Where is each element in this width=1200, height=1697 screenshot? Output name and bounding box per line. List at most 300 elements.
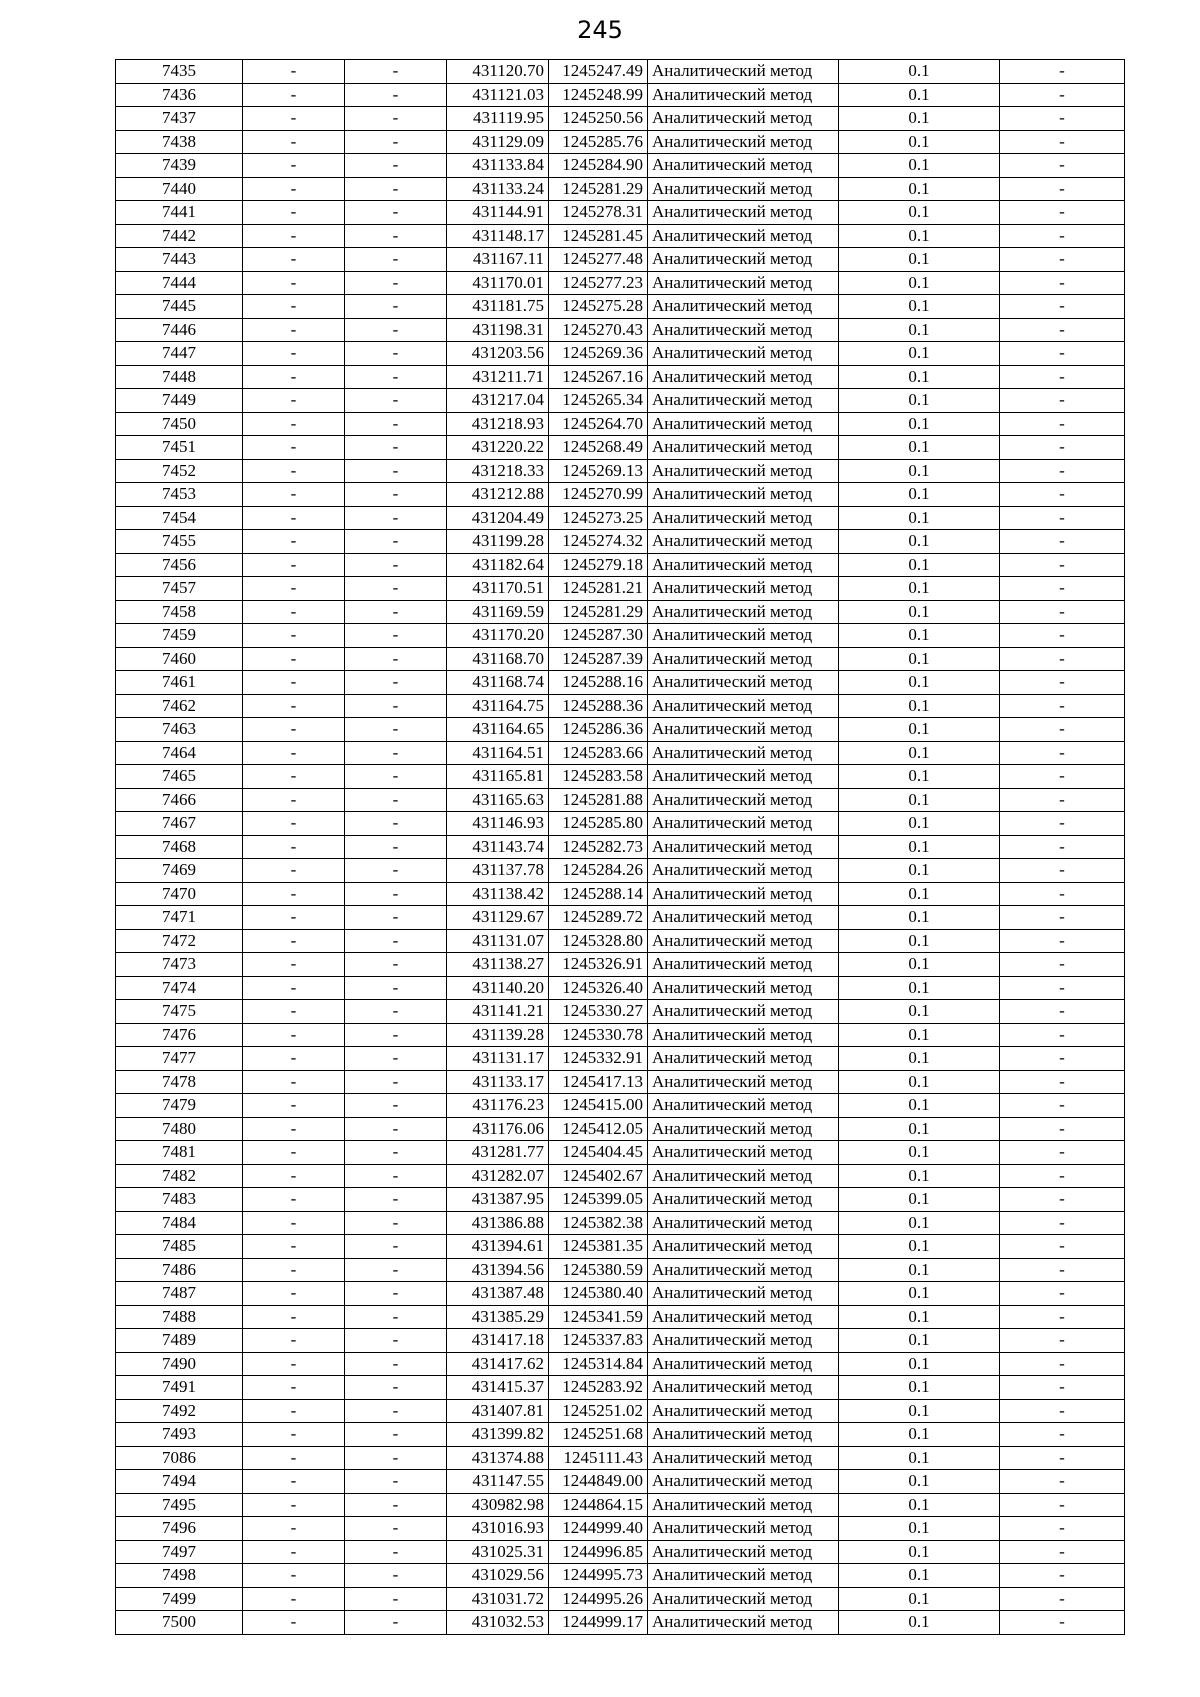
- x-coordinate-cell: 431032.53: [447, 1611, 549, 1635]
- table-row: [116, 201, 1125, 225]
- col3-cell: -: [345, 1282, 447, 1306]
- table-row: [116, 741, 1125, 765]
- col3-cell: -: [345, 1070, 447, 1094]
- col8-cell: -: [1000, 976, 1125, 1000]
- col2-cell: -: [243, 1117, 345, 1141]
- accuracy-cell: 0.1: [839, 1047, 1000, 1071]
- col8-cell: -: [1000, 1164, 1125, 1188]
- col3-cell: -: [345, 1164, 447, 1188]
- x-coordinate-cell: 431029.56: [447, 1564, 549, 1588]
- col2-cell: -: [243, 130, 345, 154]
- point-number-cell: 7443: [116, 248, 243, 272]
- point-number-cell: 7465: [116, 765, 243, 789]
- table-row: [116, 483, 1125, 507]
- col3-cell: -: [345, 812, 447, 836]
- y-coordinate-cell: 1245273.25: [549, 506, 648, 530]
- table-row: [116, 577, 1125, 601]
- method-cell: Аналитический метод: [648, 1211, 839, 1235]
- point-number-cell: 7454: [116, 506, 243, 530]
- col3-cell: -: [345, 483, 447, 507]
- x-coordinate-cell: 431386.88: [447, 1211, 549, 1235]
- y-coordinate-cell: 1245314.84: [549, 1352, 648, 1376]
- col8-cell: -: [1000, 1117, 1125, 1141]
- accuracy-cell: 0.1: [839, 1258, 1000, 1282]
- x-coordinate-cell: 431217.04: [447, 389, 549, 413]
- col3-cell: -: [345, 224, 447, 248]
- col3-cell: -: [345, 271, 447, 295]
- accuracy-cell: 0.1: [839, 1211, 1000, 1235]
- x-coordinate-cell: 431025.31: [447, 1540, 549, 1564]
- col2-cell: -: [243, 1611, 345, 1635]
- col8-cell: -: [1000, 436, 1125, 460]
- method-cell: Аналитический метод: [648, 1329, 839, 1353]
- col8-cell: -: [1000, 953, 1125, 977]
- point-number-cell: 7451: [116, 436, 243, 460]
- col2-cell: -: [243, 812, 345, 836]
- point-number-cell: 7496: [116, 1517, 243, 1541]
- method-cell: Аналитический метод: [648, 295, 839, 319]
- method-cell: Аналитический метод: [648, 953, 839, 977]
- method-cell: Аналитический метод: [648, 107, 839, 131]
- table-row: [116, 765, 1125, 789]
- point-number-cell: 7485: [116, 1235, 243, 1259]
- y-coordinate-cell: 1245247.49: [549, 60, 648, 84]
- col8-cell: -: [1000, 1564, 1125, 1588]
- point-number-cell: 7486: [116, 1258, 243, 1282]
- col8-cell: -: [1000, 177, 1125, 201]
- method-cell: Аналитический метод: [648, 1070, 839, 1094]
- col8-cell: -: [1000, 1047, 1125, 1071]
- col2-cell: -: [243, 718, 345, 742]
- col2-cell: -: [243, 1493, 345, 1517]
- col2-cell: -: [243, 1023, 345, 1047]
- point-number-cell: 7469: [116, 859, 243, 883]
- col3-cell: -: [345, 1517, 447, 1541]
- col2-cell: -: [243, 906, 345, 930]
- col2-cell: -: [243, 600, 345, 624]
- col8-cell: -: [1000, 906, 1125, 930]
- y-coordinate-cell: 1245281.21: [549, 577, 648, 601]
- method-cell: Аналитический метод: [648, 1493, 839, 1517]
- col3-cell: -: [345, 107, 447, 131]
- col2-cell: -: [243, 1305, 345, 1329]
- method-cell: Аналитический метод: [648, 577, 839, 601]
- table-row: [116, 107, 1125, 131]
- col8-cell: -: [1000, 412, 1125, 436]
- col2-cell: -: [243, 1517, 345, 1541]
- col2-cell: -: [243, 1070, 345, 1094]
- x-coordinate-cell: 431417.62: [447, 1352, 549, 1376]
- col3-cell: -: [345, 1352, 447, 1376]
- x-coordinate-cell: 431199.28: [447, 530, 549, 554]
- x-coordinate-cell: 431131.07: [447, 929, 549, 953]
- accuracy-cell: 0.1: [839, 671, 1000, 695]
- x-coordinate-cell: 431164.65: [447, 718, 549, 742]
- table-row: [116, 506, 1125, 530]
- x-coordinate-cell: 431394.61: [447, 1235, 549, 1259]
- col2-cell: -: [243, 459, 345, 483]
- point-number-cell: 7497: [116, 1540, 243, 1564]
- x-coordinate-cell: 431167.11: [447, 248, 549, 272]
- point-number-cell: 7477: [116, 1047, 243, 1071]
- table-row: [116, 1235, 1125, 1259]
- method-cell: Аналитический метод: [648, 483, 839, 507]
- col8-cell: -: [1000, 812, 1125, 836]
- point-number-cell: 7499: [116, 1587, 243, 1611]
- method-cell: Аналитический метод: [648, 224, 839, 248]
- table-row: [116, 694, 1125, 718]
- col3-cell: -: [345, 1329, 447, 1353]
- col3-cell: -: [345, 953, 447, 977]
- col3-cell: -: [345, 1188, 447, 1212]
- x-coordinate-cell: 431387.48: [447, 1282, 549, 1306]
- accuracy-cell: 0.1: [839, 342, 1000, 366]
- point-number-cell: 7086: [116, 1446, 243, 1470]
- x-coordinate-cell: 431146.93: [447, 812, 549, 836]
- accuracy-cell: 0.1: [839, 177, 1000, 201]
- page-number: 245: [577, 16, 623, 44]
- table-row: [116, 83, 1125, 107]
- accuracy-cell: 0.1: [839, 859, 1000, 883]
- table-row: [116, 1094, 1125, 1118]
- method-cell: Аналитический метод: [648, 1258, 839, 1282]
- point-number-cell: 7463: [116, 718, 243, 742]
- x-coordinate-cell: 431031.72: [447, 1587, 549, 1611]
- y-coordinate-cell: 1245251.02: [549, 1399, 648, 1423]
- accuracy-cell: 0.1: [839, 953, 1000, 977]
- col3-cell: -: [345, 342, 447, 366]
- col8-cell: -: [1000, 882, 1125, 906]
- table-row: [116, 530, 1125, 554]
- point-number-cell: 7442: [116, 224, 243, 248]
- col3-cell: -: [345, 530, 447, 554]
- method-cell: Аналитический метод: [648, 1282, 839, 1306]
- col2-cell: -: [243, 1376, 345, 1400]
- col2-cell: -: [243, 835, 345, 859]
- table-row: [116, 1117, 1125, 1141]
- col8-cell: -: [1000, 1023, 1125, 1047]
- accuracy-cell: 0.1: [839, 1023, 1000, 1047]
- col3-cell: -: [345, 1094, 447, 1118]
- coordinates-table: [115, 59, 1125, 1635]
- col3-cell: -: [345, 1141, 447, 1165]
- table-row: [116, 1211, 1125, 1235]
- col3-cell: -: [345, 835, 447, 859]
- col3-cell: -: [345, 1023, 447, 1047]
- y-coordinate-cell: 1245111.43: [549, 1446, 648, 1470]
- table-row: [116, 60, 1125, 84]
- col3-cell: -: [345, 1399, 447, 1423]
- y-coordinate-cell: 1245283.92: [549, 1376, 648, 1400]
- y-coordinate-cell: 1245285.80: [549, 812, 648, 836]
- x-coordinate-cell: 431387.95: [447, 1188, 549, 1212]
- col8-cell: -: [1000, 859, 1125, 883]
- accuracy-cell: 0.1: [839, 1399, 1000, 1423]
- point-number-cell: 7470: [116, 882, 243, 906]
- point-number-cell: 7473: [116, 953, 243, 977]
- col8-cell: -: [1000, 1211, 1125, 1235]
- col8-cell: -: [1000, 459, 1125, 483]
- col2-cell: -: [243, 342, 345, 366]
- x-coordinate-cell: 431138.42: [447, 882, 549, 906]
- point-number-cell: 7452: [116, 459, 243, 483]
- method-cell: Аналитический метод: [648, 1564, 839, 1588]
- point-number-cell: 7458: [116, 600, 243, 624]
- y-coordinate-cell: 1244999.40: [549, 1517, 648, 1541]
- point-number-cell: 7474: [116, 976, 243, 1000]
- y-coordinate-cell: 1245328.80: [549, 929, 648, 953]
- x-coordinate-cell: 431141.21: [447, 1000, 549, 1024]
- col8-cell: -: [1000, 765, 1125, 789]
- col2-cell: -: [243, 1399, 345, 1423]
- x-coordinate-cell: 431133.84: [447, 154, 549, 178]
- col2-cell: -: [243, 1282, 345, 1306]
- col3-cell: -: [345, 459, 447, 483]
- table-row: [116, 1000, 1125, 1024]
- x-coordinate-cell: 431168.70: [447, 647, 549, 671]
- x-coordinate-cell: 431399.82: [447, 1423, 549, 1447]
- method-cell: Аналитический метод: [648, 741, 839, 765]
- y-coordinate-cell: 1245281.29: [549, 600, 648, 624]
- table-row: [116, 953, 1125, 977]
- accuracy-cell: 0.1: [839, 154, 1000, 178]
- y-coordinate-cell: 1245288.14: [549, 882, 648, 906]
- accuracy-cell: 0.1: [839, 624, 1000, 648]
- col3-cell: -: [345, 1235, 447, 1259]
- point-number-cell: 7493: [116, 1423, 243, 1447]
- col8-cell: -: [1000, 694, 1125, 718]
- point-number-cell: 7481: [116, 1141, 243, 1165]
- method-cell: Аналитический метод: [648, 929, 839, 953]
- y-coordinate-cell: 1245281.45: [549, 224, 648, 248]
- y-coordinate-cell: 1245284.90: [549, 154, 648, 178]
- col2-cell: -: [243, 859, 345, 883]
- point-number-cell: 7472: [116, 929, 243, 953]
- point-number-cell: 7471: [116, 906, 243, 930]
- accuracy-cell: 0.1: [839, 1587, 1000, 1611]
- y-coordinate-cell: 1245278.31: [549, 201, 648, 225]
- col3-cell: -: [345, 1117, 447, 1141]
- x-coordinate-cell: 431407.81: [447, 1399, 549, 1423]
- table-body: [116, 60, 1125, 1635]
- col8-cell: -: [1000, 530, 1125, 554]
- accuracy-cell: 0.1: [839, 1352, 1000, 1376]
- col3-cell: -: [345, 859, 447, 883]
- col3-cell: -: [345, 1611, 447, 1635]
- col3-cell: -: [345, 788, 447, 812]
- accuracy-cell: 0.1: [839, 1094, 1000, 1118]
- col3-cell: -: [345, 201, 447, 225]
- y-coordinate-cell: 1245275.28: [549, 295, 648, 319]
- col3-cell: -: [345, 177, 447, 201]
- x-coordinate-cell: 431168.74: [447, 671, 549, 695]
- accuracy-cell: 0.1: [839, 107, 1000, 131]
- x-coordinate-cell: 430982.98: [447, 1493, 549, 1517]
- method-cell: Аналитический метод: [648, 882, 839, 906]
- method-cell: Аналитический метод: [648, 530, 839, 554]
- point-number-cell: 7476: [116, 1023, 243, 1047]
- col2-cell: -: [243, 1352, 345, 1376]
- y-coordinate-cell: 1245268.49: [549, 436, 648, 460]
- col3-cell: -: [345, 765, 447, 789]
- accuracy-cell: 0.1: [839, 436, 1000, 460]
- col2-cell: -: [243, 177, 345, 201]
- x-coordinate-cell: 431176.23: [447, 1094, 549, 1118]
- x-coordinate-cell: 431121.03: [447, 83, 549, 107]
- method-cell: Аналитический метод: [648, 718, 839, 742]
- method-cell: Аналитический метод: [648, 788, 839, 812]
- x-coordinate-cell: 431385.29: [447, 1305, 549, 1329]
- y-coordinate-cell: 1245269.36: [549, 342, 648, 366]
- table-row: [116, 929, 1125, 953]
- table-row: [116, 1141, 1125, 1165]
- y-coordinate-cell: 1245381.35: [549, 1235, 648, 1259]
- table-row: [116, 671, 1125, 695]
- point-number-cell: 7466: [116, 788, 243, 812]
- method-cell: Аналитический метод: [648, 83, 839, 107]
- col8-cell: -: [1000, 83, 1125, 107]
- col2-cell: -: [243, 1446, 345, 1470]
- col3-cell: -: [345, 624, 447, 648]
- y-coordinate-cell: 1245283.66: [549, 741, 648, 765]
- table-row: [116, 1423, 1125, 1447]
- col8-cell: -: [1000, 1305, 1125, 1329]
- x-coordinate-cell: 431169.59: [447, 600, 549, 624]
- method-cell: Аналитический метод: [648, 365, 839, 389]
- method-cell: Аналитический метод: [648, 553, 839, 577]
- col8-cell: -: [1000, 60, 1125, 84]
- point-number-cell: 7446: [116, 318, 243, 342]
- y-coordinate-cell: 1245283.58: [549, 765, 648, 789]
- x-coordinate-cell: 431211.71: [447, 365, 549, 389]
- x-coordinate-cell: 431016.93: [447, 1517, 549, 1541]
- col2-cell: -: [243, 483, 345, 507]
- col8-cell: -: [1000, 1493, 1125, 1517]
- method-cell: Аналитический метод: [648, 412, 839, 436]
- table-row: [116, 154, 1125, 178]
- table-row: [116, 1540, 1125, 1564]
- method-cell: Аналитический метод: [648, 1611, 839, 1635]
- accuracy-cell: 0.1: [839, 553, 1000, 577]
- accuracy-cell: 0.1: [839, 1070, 1000, 1094]
- point-number-cell: 7436: [116, 83, 243, 107]
- x-coordinate-cell: 431139.28: [447, 1023, 549, 1047]
- col3-cell: -: [345, 1587, 447, 1611]
- y-coordinate-cell: 1245382.38: [549, 1211, 648, 1235]
- col8-cell: -: [1000, 1540, 1125, 1564]
- point-number-cell: 7487: [116, 1282, 243, 1306]
- col3-cell: -: [345, 318, 447, 342]
- col2-cell: -: [243, 1000, 345, 1024]
- y-coordinate-cell: 1245341.59: [549, 1305, 648, 1329]
- x-coordinate-cell: 431170.01: [447, 271, 549, 295]
- method-cell: Аналитический метод: [648, 1235, 839, 1259]
- table-row: [116, 600, 1125, 624]
- method-cell: Аналитический метод: [648, 1517, 839, 1541]
- point-number-cell: 7484: [116, 1211, 243, 1235]
- method-cell: Аналитический метод: [648, 1141, 839, 1165]
- col2-cell: -: [243, 201, 345, 225]
- y-coordinate-cell: 1245251.68: [549, 1423, 648, 1447]
- y-coordinate-cell: 1245279.18: [549, 553, 648, 577]
- accuracy-cell: 0.1: [839, 741, 1000, 765]
- y-coordinate-cell: 1245326.91: [549, 953, 648, 977]
- point-number-cell: 7449: [116, 389, 243, 413]
- col2-cell: -: [243, 365, 345, 389]
- point-number-cell: 7464: [116, 741, 243, 765]
- point-number-cell: 7455: [116, 530, 243, 554]
- point-number-cell: 7450: [116, 412, 243, 436]
- y-coordinate-cell: 1245285.76: [549, 130, 648, 154]
- col2-cell: -: [243, 154, 345, 178]
- table-row: [116, 718, 1125, 742]
- y-coordinate-cell: 1244995.73: [549, 1564, 648, 1588]
- col8-cell: -: [1000, 201, 1125, 225]
- accuracy-cell: 0.1: [839, 1540, 1000, 1564]
- table-row: [116, 812, 1125, 836]
- method-cell: Аналитический метод: [648, 1117, 839, 1141]
- point-number-cell: 7482: [116, 1164, 243, 1188]
- accuracy-cell: 0.1: [839, 1329, 1000, 1353]
- col3-cell: -: [345, 1493, 447, 1517]
- col2-cell: -: [243, 107, 345, 131]
- point-number-cell: 7456: [116, 553, 243, 577]
- col8-cell: -: [1000, 1188, 1125, 1212]
- y-coordinate-cell: 1245332.91: [549, 1047, 648, 1071]
- accuracy-cell: 0.1: [839, 83, 1000, 107]
- col8-cell: -: [1000, 624, 1125, 648]
- table-row: [116, 1564, 1125, 1588]
- point-number-cell: 7437: [116, 107, 243, 131]
- table-row: [116, 859, 1125, 883]
- y-coordinate-cell: 1245264.70: [549, 412, 648, 436]
- table-row: [116, 1517, 1125, 1541]
- table-row: [116, 295, 1125, 319]
- point-number-cell: 7459: [116, 624, 243, 648]
- point-number-cell: 7467: [116, 812, 243, 836]
- table-row: [116, 1446, 1125, 1470]
- accuracy-cell: 0.1: [839, 201, 1000, 225]
- col3-cell: -: [345, 412, 447, 436]
- method-cell: Аналитический метод: [648, 976, 839, 1000]
- method-cell: Аналитический метод: [648, 1305, 839, 1329]
- table-row: [116, 342, 1125, 366]
- col8-cell: -: [1000, 1258, 1125, 1282]
- col3-cell: -: [345, 1000, 447, 1024]
- col8-cell: -: [1000, 835, 1125, 859]
- col3-cell: -: [345, 553, 447, 577]
- accuracy-cell: 0.1: [839, 647, 1000, 671]
- col8-cell: -: [1000, 1399, 1125, 1423]
- y-coordinate-cell: 1245277.48: [549, 248, 648, 272]
- y-coordinate-cell: 1245399.05: [549, 1188, 648, 1212]
- method-cell: Аналитический метод: [648, 694, 839, 718]
- table-row: [116, 1329, 1125, 1353]
- accuracy-cell: 0.1: [839, 906, 1000, 930]
- y-coordinate-cell: 1245402.67: [549, 1164, 648, 1188]
- table-row: [116, 1376, 1125, 1400]
- point-number-cell: 7439: [116, 154, 243, 178]
- y-coordinate-cell: 1245417.13: [549, 1070, 648, 1094]
- accuracy-cell: 0.1: [839, 1423, 1000, 1447]
- col3-cell: -: [345, 929, 447, 953]
- accuracy-cell: 0.1: [839, 765, 1000, 789]
- accuracy-cell: 0.1: [839, 1188, 1000, 1212]
- y-coordinate-cell: 1245269.13: [549, 459, 648, 483]
- x-coordinate-cell: 431120.70: [447, 60, 549, 84]
- table-row: [116, 882, 1125, 906]
- y-coordinate-cell: 1245289.72: [549, 906, 648, 930]
